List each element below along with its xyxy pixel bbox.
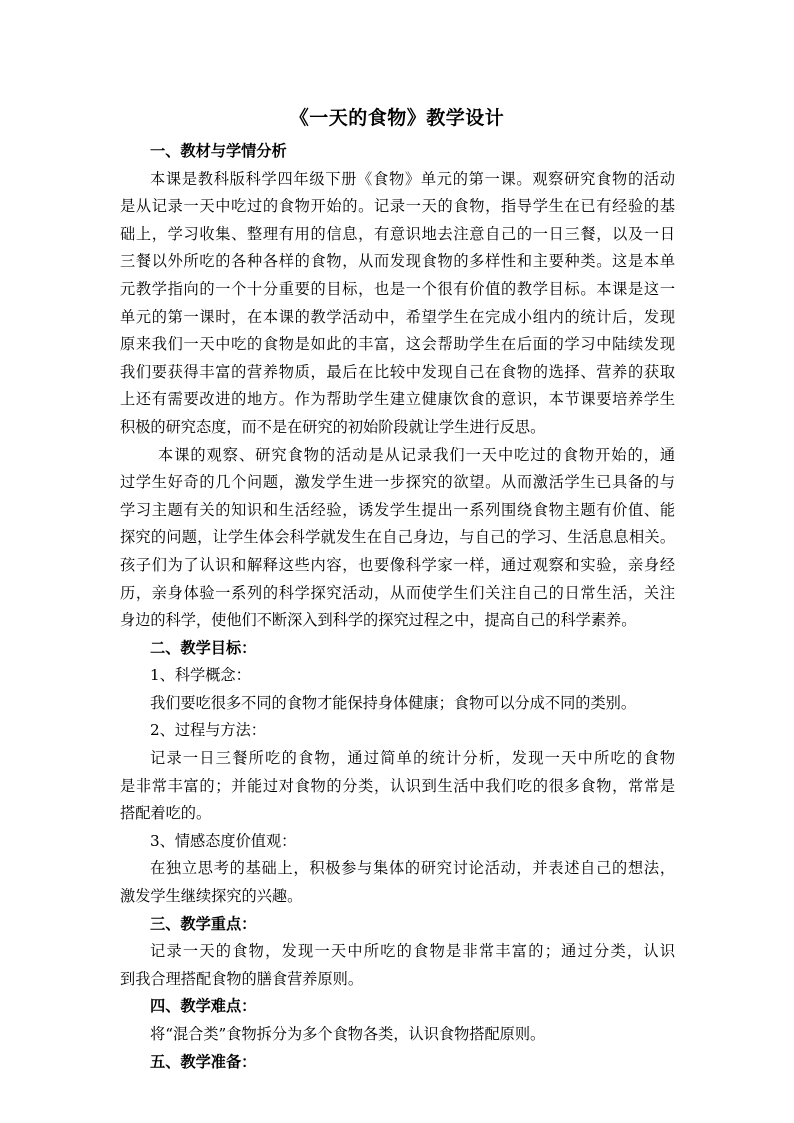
text-line: 身边的科学，使他们不断深入到科学的探究过程之中，提高自己的科学素养。: [120, 611, 637, 630]
text-line: 是从记录一天中吃过的食物开始的。记录一天的食物，指导学生在已有经验的基: [120, 197, 675, 216]
text-line: 在独立思考的基础上，积极参与集体的研究讨论活动，并表述自己的想法，: [150, 859, 675, 878]
text-line: 记录一天的食物，发现一天中所吃的食物是非常丰富的；通过分类，认识: [150, 942, 675, 961]
text-line: 搭配着吃的。: [120, 804, 212, 823]
difficulties-text: 将“混合类”食物拆分为多个食物各类，认识食物搭配原则。: [150, 1025, 546, 1043]
goal-text-concept: 我们要吃很多不同的食物才能保持身体健康；食物可以分成不同的类别。: [150, 693, 636, 712]
text-line: 础上，学习收集、整理有用的信息，有意识地去注意自己的一日三餐，以及一日: [120, 224, 675, 243]
text-line: 历，亲身体验一系列的科学探究活动，从而使学生们关注自己的日常生活，关注: [120, 583, 675, 602]
section-heading-analysis: 一、教材与学情分析: [150, 142, 287, 160]
text-line: 本课的观察、研究食物的活动是从记录我们一天中吃过的食物开始的，通: [158, 445, 675, 464]
section-heading-goals: 二、教学目标：: [150, 638, 257, 657]
text-line: 探究的问题，让学生体会科学就发生在自己身边，与自己的学习、生活息息相关。: [120, 528, 675, 547]
goal-text-process: [120, 745, 675, 828]
goal-label-attitude: 3、情感态度价值观：: [150, 831, 297, 850]
text-line: 本课是教科版科学四年级下册《食物》单元的第一课。观察研究食物的活动: [150, 169, 675, 188]
goal-label-concept: 1、科学概念：: [150, 666, 251, 685]
document-body: [120, 138, 675, 1076]
paragraph-analysis-2: [120, 442, 675, 635]
section-heading-preparation: 五、教学准备：: [150, 1052, 257, 1071]
text-line: 过学生好奇的几个问题，激发学生进一步探究的欲望。从而激活学生已具备的与: [120, 473, 675, 492]
text-line: 学习主题有关的知识和生活经验，诱发学生提出一系列围绕食物主题有价值、能: [120, 500, 675, 519]
section-heading-difficulties: 四、教学难点：: [150, 997, 257, 1016]
text-line: 原来我们一天中吃的食物是如此的丰富，这会帮助学生在后面的学习中陆续发现: [120, 335, 675, 354]
text-line: 孩子们为了认识和解释这些内容，也要像科学家一样，通过观察和实验，亲身经: [120, 555, 675, 574]
text-line: 元教学指向的一个十分重要的目标，也是一个很有价值的教学目标。本课是这一: [120, 279, 675, 298]
text-line: 到我合理搭配食物的膳食营养原则。: [120, 969, 363, 988]
key-points-text: [120, 938, 675, 993]
text-line: 单元的第一课时，在本课的教学活动中，希望学生在完成小组内的统计后，发现: [120, 307, 675, 326]
section-heading-key-points: 三、教学重点：: [150, 914, 257, 933]
goal-text-attitude: [120, 855, 675, 910]
text-line: 上还有需要改进的地方。作为帮助学生建立健康饮食的意识，本节课要培养学生: [120, 390, 675, 409]
text-line: 积极的研究态度，而不是在研究的初始阶段就让学生进行反思。: [120, 417, 546, 436]
text-line: 我们要获得丰富的营养物质，最后在比较中发现自己在食物的选择、营养的获取: [120, 362, 675, 381]
text-line: 三餐以外所吃的各种各样的食物，从而发现食物的多样性和主要种类。这是本单: [120, 252, 675, 271]
document-title: 《一天的食物》教学设计: [289, 107, 505, 129]
text-line: 激发学生继续探究的兴趣。: [120, 887, 303, 906]
goal-label-process: 2、过程与方法：: [150, 721, 266, 740]
text-line: 是非常丰富的；并能过对食物的分类，认识到生活中我们吃的很多食物，常常是: [120, 776, 675, 795]
text-line: 记录一日三餐所吃的食物，通过简单的统计分析，发现一天中所吃的食物: [150, 749, 675, 768]
paragraph-analysis-1: [120, 166, 675, 442]
